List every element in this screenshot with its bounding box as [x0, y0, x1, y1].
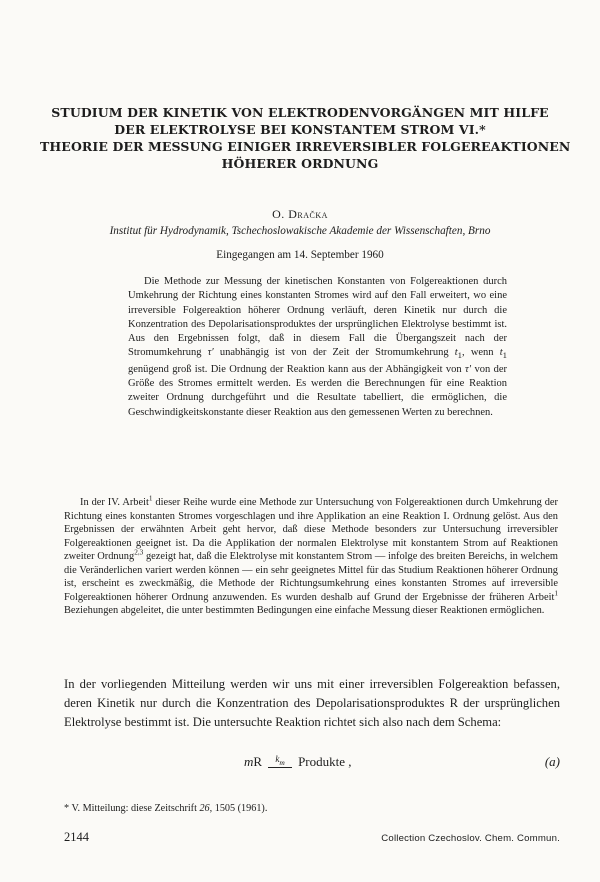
scheme-equation [244, 754, 352, 772]
abstract-text-2: unabhängig ist von der Zeit der Stromumkehrung [213, 347, 455, 359]
footnote-text-a: * V. Mitteilung: diese Zeitschrift [64, 803, 200, 814]
title-line-2: DER ELEKTROLYSE BEI KONSTANTEM STROM VI.* [114, 122, 486, 137]
ref-1b: 1 [554, 589, 558, 598]
institute: Institut für Hydrodynamik, Tschechoslowakische Akademie der Wissenschaften, Brno [109, 225, 491, 237]
abstract-t1b: t [499, 347, 503, 359]
equation-label: (a) [544, 754, 560, 769]
rate-constant-sub: m [279, 757, 285, 767]
intro-text-a: In der IV. Arbeit [80, 497, 149, 508]
article-title [40, 104, 571, 172]
abstract-tau-2: τ′ [465, 363, 472, 375]
scheme-r: R [253, 754, 263, 769]
abstract-t1a-sub: 1 [457, 350, 463, 361]
abstract-text-4: genügend groß ist. Die Ordnung der Reaktion kann aus der Abhängigkeit von [128, 363, 466, 375]
abstract-t1a: t [454, 347, 458, 359]
footnote-volume: 26, [199, 803, 213, 814]
abstract-tau: τ′ [207, 347, 214, 359]
author: O. Dračka [272, 207, 328, 221]
footnote [64, 803, 267, 814]
ref-2-3: 2,3 [134, 548, 144, 557]
intro-text-b: dieser Reihe wurde eine Methode zur Untersuchung von Folgereaktionen durch Umkehrung der Richtung eines konstanten Stromes vorgeschlagen und ihre Applikation an eine Reaktion I. Ordnung gelöst. Aus den Ergebnissen der erwähnten Arbeit geht hervor, daß diese Methode besonders zur Untersuchung irreversibler Folgereaktionen geeignet ist. Da die Applikation der normalen Elektrolyse mit konstantem Strom auf Reaktionen zweiter Ordnung [64, 497, 558, 563]
intro-text-c: gezeigt hat, daß die Elektrolyse mit konstantem Strom — infolge des breiten Bereichs, in welchem die Veränderlichen variert werden können — ein sehr geeignetes Mittel für das Studium Reaktionen höherer Ordnung ist, erscheint es zweckmäßig, die Methode der Richtungsumkehrung eines konstanten Stromes auf irreversible Folgereaktionen höherer Ordnung anzuwenden. Es wurden deshalb auf Grund der Ergebnisse der früheren Arbeit [64, 551, 558, 603]
scheme-m: m [244, 754, 254, 769]
journal-name: Collection Czechoslov. Chem. Commun. [381, 833, 560, 844]
footnote-text-b: 1505 (1961). [212, 803, 268, 814]
abstract-text-5: von der Größe des Stromes ermittelt werden. Es werden die Berechnungen für eine Reaktion zweiter Ordnung durchgeführt und die Resultate tabelliert, die ermöglichen, die Geschwindigkeitskonstante dieser Reaktion aus den gemessenen Werten zu berechnen. [128, 363, 507, 418]
second-paragraph: In der vorliegenden Mitteilung werden wir uns mit einer irreversiblen Folgereaktion befassen, deren Kinetik nur durch die Konzentration des Depolarisationsproduktes R der ursprünglichen Elektrolyse bestimmt ist. Die untersuchte Reaktion richtet sich also nach dem Schema: [64, 677, 560, 729]
abstract-t1b-sub: 1 [502, 350, 507, 361]
reaction-arrow [268, 755, 292, 768]
rate-constant: k [275, 754, 280, 764]
received-date: Eingegangen am 14. September 1960 [216, 249, 384, 261]
scheme-products: Produkte , [298, 754, 352, 769]
title-line-3: THEORIE DER MESSUNG EINIGER IRREVERSIBLER FOLGEREAKTIONEN [40, 139, 571, 154]
intro-paragraph [64, 496, 558, 618]
abstract-text-3: , wenn [462, 347, 500, 359]
title-line-4: HÖHERER ORDNUNG [221, 156, 379, 171]
ref-1: 1 [148, 494, 153, 503]
title-line-1: STUDIUM DER KINETIK VON ELEKTRODENVORGÄNGEN MIT HILFE [51, 105, 549, 120]
abstract [128, 275, 507, 420]
intro-text-d: Beziehungen abgeleitet, die unter bestimmten Bedingungen eine einfache Messung dieser Reaktionen ermöglichen. [64, 605, 545, 617]
page-number: 2144 [64, 830, 89, 844]
abstract-text-1: Die Methode zur Messung der kinetischen Konstanten von Folgereaktionen durch Umkehrung der Richtung eines konstanten Stromes wird auf den Fall erweitert, wo eine irreversible Folgereaktion höherer Ordnung verläuft, deren Kinetik nur durch die Konzentration des Depolarisationsproduktes der ursprünglichen Elektrolyse bestimmt ist. Aus den Ergebnissen folgt, daß in diesem Fall die Übergangszeit nach der Stromumkehrung [128, 276, 507, 359]
